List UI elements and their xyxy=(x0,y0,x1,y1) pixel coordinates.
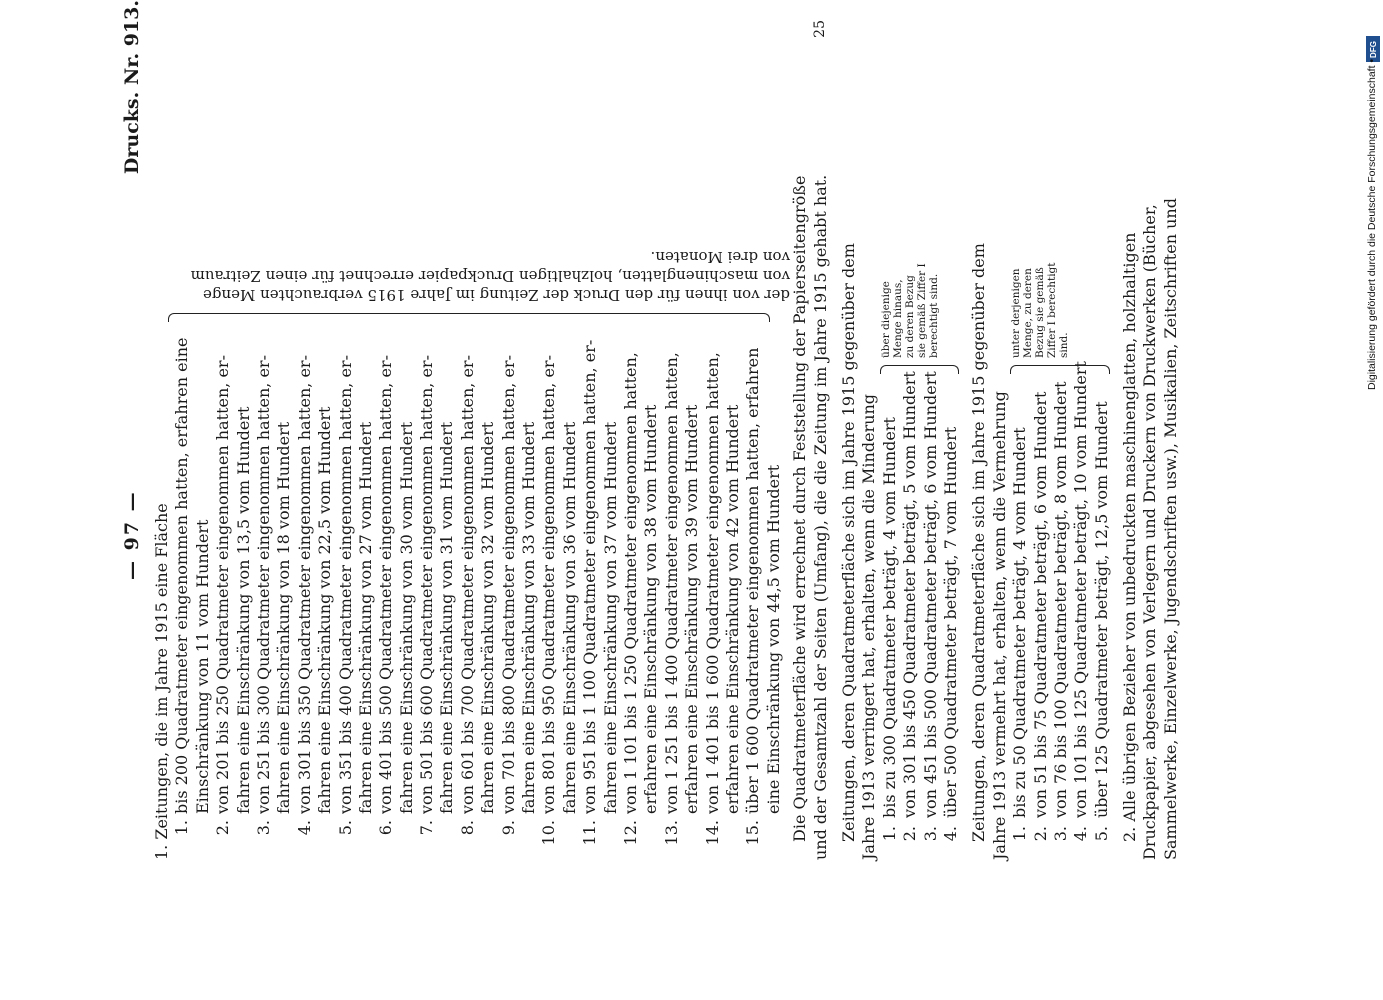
item-number: 2. xyxy=(1030,826,1050,842)
reduced-note-line-1: über diejenige xyxy=(879,281,892,358)
item-text: von 401 bis 500 Quadratmeter eingenommen hatten, er- xyxy=(376,355,396,814)
increased-item-5 xyxy=(1092,0,1112,860)
measurement-line-2: und der Gesamtzahl der Seiten (Umfang), die die Zeitung im Jahre 1915 gehabt hat. xyxy=(810,174,830,860)
item-text: von 351 bis 400 Quadratmeter eingenommen hatten, er- xyxy=(335,355,355,814)
item-text: fahren eine Einschränkung von 30 vom Hundert xyxy=(396,421,416,814)
reduced-item-4 xyxy=(941,0,961,860)
increased-brace xyxy=(1010,365,1110,374)
increased-item-3 xyxy=(1051,0,1071,860)
item-text: bis zu 50 Quadratmeter beträgt, 4 vom Hundert xyxy=(1010,427,1030,818)
section-1-note xyxy=(150,4,790,304)
item-text: von 501 bis 600 Quadratmeter eingenommen hatten, er- xyxy=(417,355,437,814)
item-number: 11. xyxy=(580,820,600,846)
reduced-intro-1: Zeitungen, deren Quadratmeterfläche sich im Jahre 1915 gegenüber dem xyxy=(838,243,858,842)
item-text: von 801 bis 950 Quadratmeter eingenommen hatten, er- xyxy=(539,355,559,814)
item-number: 4. xyxy=(940,826,960,842)
item-text: erfahren eine Einschränkung von 42 vom Hundert xyxy=(722,404,742,814)
item-text: bis 200 Quadratmeter eingenommen hatten, erfahren eine xyxy=(172,337,192,814)
item-text: von 1 251 bis 1 400 Quadratmeter eingenommen hatten, xyxy=(661,352,681,814)
rotated-page xyxy=(120,0,1180,860)
reduced-note-line-2: Menge hinaus, xyxy=(891,279,904,358)
item-number: 1. xyxy=(1010,826,1030,842)
item-number: 6. xyxy=(376,820,396,836)
item-text: von 101 bis 125 Quadratmeter beträgt, 10 vom Hundert xyxy=(1071,361,1091,818)
item-text: fahren eine Einschränkung von 36 vom Hundert xyxy=(559,421,579,814)
item-number: 5. xyxy=(335,820,355,836)
increased-item-1 xyxy=(1010,0,1030,860)
increased-item-4 xyxy=(1071,0,1091,860)
reduced-intro-2: Jahre 1913 verringert hat, erhalten, wenn die Minderung xyxy=(859,393,879,860)
section-increased xyxy=(969,0,1112,860)
item-text: erfahren eine Einschränkung von 39 vom Hundert xyxy=(682,404,702,814)
section-1 xyxy=(152,0,791,860)
item-number: 3. xyxy=(920,826,940,842)
section-2-line-1: 2. Alle übrigen Bezieher von unbedruckten maschinenglatten, holzhaltigen xyxy=(1120,232,1140,842)
item-number: 12. xyxy=(620,820,640,846)
print-number: Drucks. Nr. 913. xyxy=(121,0,143,175)
item-text: fahren eine Einschränkung von 32 vom Hundert xyxy=(478,421,498,814)
item-text: über 1 600 Quadratmeter eingenommen hatten, erfahren xyxy=(743,347,763,814)
section-1-list xyxy=(172,0,791,860)
section-2-line-3: Sammelwerke, Einzelwerke, Jugendschriften usw.), Musikalien, Zeitschriften und xyxy=(1160,198,1180,860)
item-text: von 301 bis 350 Quadratmeter eingenommen hatten, er- xyxy=(294,355,314,814)
item-text: Einschränkung von 11 vom Hundert xyxy=(192,519,212,814)
item-text: von 251 bis 300 Quadratmeter eingenommen hatten, er- xyxy=(253,355,273,814)
increased-note-line-3: Bezug sie gemäß xyxy=(1034,267,1047,358)
page-number: — 97 — xyxy=(121,490,143,580)
item-number: 14. xyxy=(702,820,722,846)
increased-note-line-2: Menge, zu deren xyxy=(1022,268,1035,358)
item-number: 2. xyxy=(213,820,233,836)
item-number: 4. xyxy=(294,820,314,836)
digitization-note: Digitalisierung gefördert durch die Deutsche Forschungsgemeinschaft • xyxy=(1366,58,1378,390)
reduced-item-3 xyxy=(921,0,941,860)
side-note-line-2: von maschinenglatten, holzhaltigen Druckpapier errechnet für einen Zeitraum xyxy=(191,267,791,285)
reduced-note-line-3: zu deren Bezug xyxy=(903,275,916,358)
reduced-note xyxy=(880,263,940,358)
item-text: erfahren eine Einschränkung von 38 vom Hundert xyxy=(641,404,661,814)
item-text: von 301 bis 450 Quadratmeter beträgt, 5 vom Hundert xyxy=(900,371,920,818)
item-text: über 500 Quadratmeter beträgt, 7 vom Hundert xyxy=(940,426,960,818)
item-text: von 76 bis 100 Quadratmeter beträgt, 8 vom Hundert xyxy=(1050,381,1070,818)
measurement-paragraph xyxy=(790,0,831,860)
item-text: von 951 bis 1 100 Quadratmeter eingenommen hatten, er- xyxy=(580,339,600,814)
reduced-brace xyxy=(880,365,960,374)
section-2 xyxy=(1120,0,1181,860)
increased-note xyxy=(1010,263,1070,359)
item-text: bis zu 300 Quadratmeter beträgt, 4 vom Hundert xyxy=(879,417,899,818)
item-text: fahren eine Einschränkung von 22,5 vom Hundert xyxy=(315,406,335,814)
item-number: 4. xyxy=(1071,826,1091,842)
side-note-line-3: von drei Monaten. xyxy=(650,248,791,266)
item-number: 3. xyxy=(253,820,273,836)
item-number: 1. xyxy=(172,820,192,836)
item-text: eine Einschränkung von 44,5 vom Hundert xyxy=(763,464,783,814)
item-text: von 201 bis 250 Quadratmeter eingenommen hatten, er- xyxy=(213,355,233,814)
item-number: 13. xyxy=(661,820,681,846)
item-number: 15. xyxy=(743,820,763,846)
item-text: fahren eine Einschränkung von 13,5 vom Hundert xyxy=(233,406,253,814)
item-number: 9. xyxy=(498,820,518,836)
item-text: fahren eine Einschränkung von 27 vom Hundert xyxy=(355,421,375,814)
item-number: 3. xyxy=(1050,826,1070,842)
reduced-list xyxy=(880,0,962,860)
reduced-note-line-5: berechtigt sind. xyxy=(927,273,940,358)
page-header xyxy=(120,0,152,860)
increased-intro-1: Zeitungen, deren Quadratmeterfläche sich im Jahre 1915 gegenüber dem xyxy=(969,243,989,842)
reduced-note-line-4: sie gemäß Ziffer I xyxy=(915,263,928,358)
item-text: fahren eine Einschränkung von 37 vom Hundert xyxy=(600,421,620,814)
item-number: 1. xyxy=(879,826,899,842)
section-2-line-2: Druckpapier, abgesehen von Verlegern und Druckern von Druckwerken (Bücher, xyxy=(1140,204,1160,860)
increased-note-line-4: Ziffer I berechtigt xyxy=(1046,262,1059,358)
item-text: von 601 bis 700 Quadratmeter eingenommen hatten, er- xyxy=(457,355,477,814)
section-1-brace xyxy=(168,313,770,322)
item-number: 5. xyxy=(1091,826,1111,842)
dfg-logo: DFG xyxy=(1366,36,1380,62)
reduced-item-2 xyxy=(900,0,920,860)
item-text: von 1 101 bis 1 250 Quadratmeter eingenommen hatten, xyxy=(620,352,640,814)
footer-page-number: 25 xyxy=(812,20,828,38)
item-number: 2. xyxy=(900,826,920,842)
item-number: 10. xyxy=(539,820,559,846)
increased-note-line-1: unter derjenigen xyxy=(1010,268,1023,358)
increased-intro-2: Jahre 1913 vermehrt hat, erhalten, wenn die Vermehrung xyxy=(989,391,1009,860)
item-text: fahren eine Einschränkung von 18 vom Hundert xyxy=(274,421,294,814)
increased-note-line-5: sind. xyxy=(1058,332,1071,358)
item-text: von 51 bis 75 Quadratmeter beträgt, 6 vom Hundert xyxy=(1030,391,1050,818)
item-text: über 125 Quadratmeter beträgt, 12,5 vom Hundert xyxy=(1091,401,1111,818)
item-number: 8. xyxy=(457,820,477,836)
item-text: fahren eine Einschränkung von 33 vom Hundert xyxy=(519,421,539,814)
item-text: von 701 bis 800 Quadratmeter eingenommen hatten, er- xyxy=(498,355,518,814)
item-number: 7. xyxy=(417,820,437,836)
section-reduced xyxy=(839,0,961,860)
section-1-intro: 1. Zeitungen, die im Jahre 1915 eine Fläche xyxy=(152,503,171,860)
side-note-line-1: der von ihnen für den Druck der Zeitung im Jahre 1915 verbrauchten Menge xyxy=(203,286,791,304)
item-text: von 451 bis 500 Quadratmeter beträgt, 6 vom Hundert xyxy=(920,371,940,818)
increased-list xyxy=(1010,0,1112,860)
reduced-item-1 xyxy=(880,0,900,860)
item-text: von 1 401 bis 1 600 Quadratmeter eingenommen hatten, xyxy=(702,352,722,814)
item-text: fahren eine Einschränkung von 31 vom Hundert xyxy=(437,421,457,814)
increased-item-2 xyxy=(1031,0,1051,860)
measurement-line-1: Die Quadratmeterfläche wird errechnet durch Feststellung der Papierseitengröße xyxy=(790,175,810,842)
